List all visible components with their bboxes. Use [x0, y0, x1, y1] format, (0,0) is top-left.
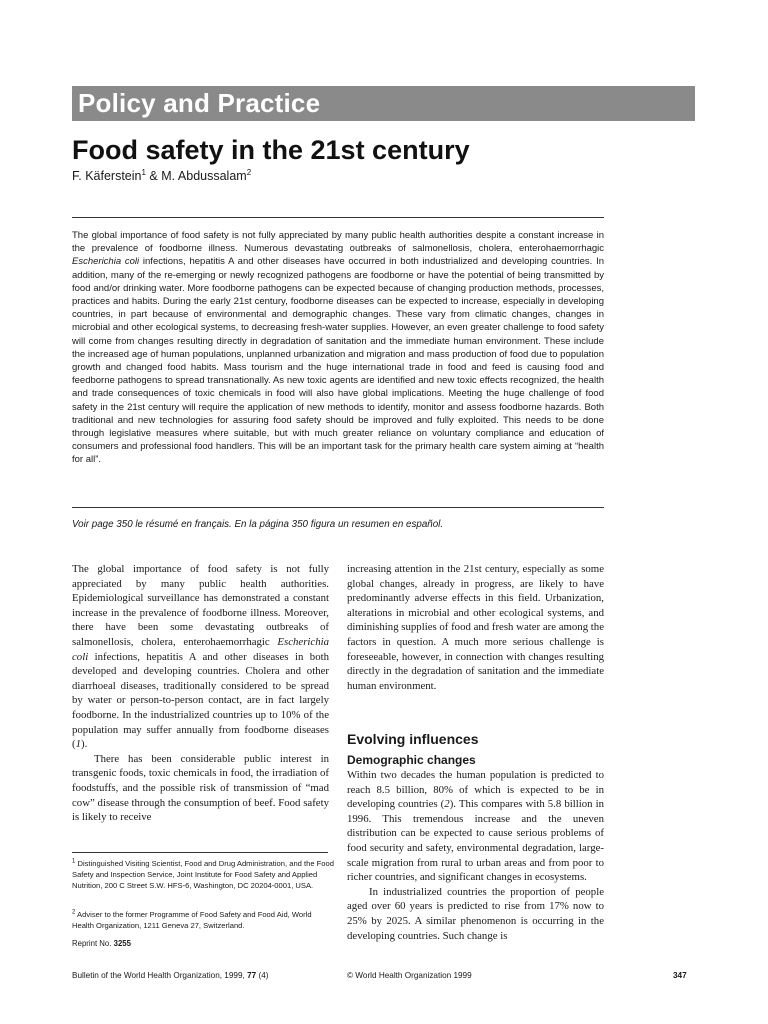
article-title: Food safety in the 21st century: [72, 135, 470, 165]
footer-volume: 77: [247, 971, 257, 980]
body-paragraph: [72, 562, 329, 752]
abstract-text-1: The global importance of food safety is not fully appreciated by many public health authorities despite a constant increase in the prevalence of foodborne illness. Numerous devastating outbreaks of salmonellosis, cholera, enterohaemorrhagic: [72, 230, 604, 255]
author-1-affiliation-mark: 1: [141, 167, 146, 177]
reprint-label: Reprint No.: [72, 939, 114, 948]
footer-copyright: © World Health Organization 1999: [347, 971, 472, 980]
footer-citation: [72, 970, 268, 981]
section-banner: [72, 86, 695, 121]
author-joiner: &: [145, 169, 162, 183]
abstract-top-rule: [72, 217, 604, 218]
reprint-value: 3255: [113, 939, 131, 948]
page-number: 347: [673, 971, 687, 980]
body-text: infections, hepatitis A and other diseases in both developed and developing countries. Cholera and other diarrhoeal diseases, traditionally considered to be spread by water or person-to-person contact, are in fact largely foodborne. In the industrialized countries up to 10% of the population may suffer annually from foodborne diseases (: [72, 650, 329, 751]
reference-link[interactable]: 1: [75, 738, 82, 751]
author-2-affiliation-mark: 2: [246, 167, 252, 177]
body-paragraph: [347, 768, 604, 885]
body-paragraph: There has been considerable public interest in transgenic foods, toxic chemicals in food, the irradiation of foodstuffs, and the possible risk of transmission of “mad cow” disease through the consumption of beef. Food safety is likely to receive: [72, 752, 329, 824]
footnote-mark: 1: [72, 858, 76, 865]
abstract-species-name: Escherichia coli: [72, 256, 140, 268]
abstract: [72, 229, 604, 467]
body-column-right: [347, 562, 604, 693]
subsection-heading: Demographic changes: [347, 753, 476, 767]
body-text: The global importance of food safety is not fully appreciated by many public health authorities. Epidemiological surveillance has demonstrated a constant increase in the prevalence of foodborne illness. Moreover, there have been some devastating outbreaks of salmonellosis, cholera, enterohaemorrhagic: [72, 563, 329, 648]
translation-note: Voir page 350 le résumé en français. En la página 350 figura un resumen en español.: [72, 519, 444, 530]
section-label: Policy and Practice: [78, 88, 321, 118]
footnote-mark: 2: [72, 909, 76, 916]
abstract-text-2: infections, hepatitis A and other diseases have occurred in both industrialized and developing countries. In addition, many of the re-emerging or newly recognized pathogens are foodborne or have the potential of being transmitted by food and/or drinking water. More foodborne pathogens can be expected because of changing production methods, processes, practices and habits. During the early 21st century, foodborne diseases can be expected to increase, especially in developing countries, in part because of environmental and demographic changes. These vary from climatic changes, changes in microbial and other ecological systems, to decreasing fresh-water supplies. However, an even greater challenge to food safety will come from changes resulting directly in degradation of sanitation and the immediate human environment. These include the increased age of human populations, unplanned urbanization and migration and mass production of food due to population growth and changed food habits. Mass tourism and the huge international trade in food and feed is causing food and feedborne pathogens to spread transnationally. As new toxic agents are identified and new toxic effects recognized, the health and trade consequences of toxic chemicals in food will also have global implications. Meeting the huge challenge of food safety in the 21st century will require the application of new methods to identify, monitor and assess foodborne hazards. Both traditional and new technologies for assuring food safety should be improved and fully exploited. This needs to be done through legislative measures where suitable, but with much greater reliance on voluntary compliance and education of consumers and professional food handlers. This will be an important task for the primary health care system aiming at “health for all”.: [72, 256, 605, 466]
body-column-left: [72, 562, 329, 825]
author-2: M. Abdussalam: [161, 169, 247, 183]
footer-journal: Bulletin of the World Health Organization, 1999,: [72, 971, 248, 980]
body-paragraph: In industrialized countries the proportion of people aged over 60 years is predicted to rise from 17% now to 25% by 2025. A similar phenomenon is occurring in the developing countries. Such change is: [347, 885, 604, 942]
reprint-number: [72, 938, 131, 949]
body-column-right-continued: [347, 768, 604, 943]
body-text: Within two decades the human population is predicted to reach 8.5 billion, 80% of which is expected to be in developing countries (: [347, 769, 604, 811]
footnote-1: [72, 858, 334, 891]
footer-issue: (4): [256, 971, 269, 980]
section-heading: Evolving influences: [347, 731, 479, 747]
body-paragraph: increasing attention in the 21st century, especially as some global changes, already in progress, are likely to have predominantly adverse effects in this field. Urbanization, alterations in microbial and other ecological systems, and diminishing supplies of food and fresh water are among the factors in question. A much more serious challenge is foreseeable, however, in connection with changes resulting directly in the degradation of sanitation and the immediate human environment.: [347, 563, 604, 692]
reference-link[interactable]: 2: [444, 798, 450, 811]
footnote-text: Distinguished Visiting Scientist, Food and Drug Administration, and the Food Safety and Inspection Service, Joint Institute for Food Safety and Applied Nutrition, 200 C Street S.W. HFS-6, Washington, DC 20204-0001, USA.: [72, 859, 334, 890]
footnote-text: Adviser to the former Programme of Food Safety and Food Aid, World Health Organization, 1211 Geneva 27, Switzerland.: [72, 910, 312, 930]
abstract-bottom-rule: [72, 507, 604, 508]
footnote-rule: [72, 852, 328, 853]
species-name: Escherichia coli: [72, 635, 329, 663]
footnote-2: [72, 909, 334, 931]
author-1: F. Käferstein: [72, 169, 142, 183]
author-line: [72, 168, 251, 184]
body-text: ). This compares with 5.8 billion in 1996. This tremendous increase and the uneven distribution can be expected to cause serious problems of food security and safety, environmental degradation, large-scale migration from rural to urban areas and from poor to richer countries, and significant changes in ecosystems.: [347, 798, 604, 884]
body-text: ).: [81, 738, 88, 751]
